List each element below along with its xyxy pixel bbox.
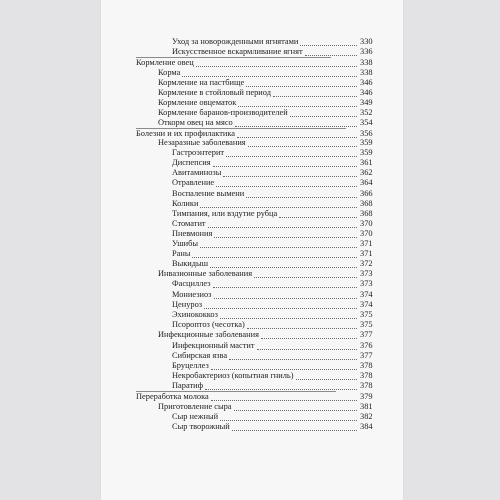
toc-entry-title: Уход за новорожденными ягнятами	[172, 37, 299, 46]
toc-leader-dots	[216, 176, 357, 187]
toc-page-number: 379	[360, 392, 373, 401]
toc-page-number: 378	[360, 381, 373, 390]
toc-entry-title: Искусственное вскармливание ягнят	[172, 47, 303, 56]
toc-page-number: 376	[360, 341, 373, 350]
toc-page-number: 352	[360, 108, 373, 117]
toc-page-number: 384	[360, 422, 373, 431]
toc-leader-dots	[305, 45, 357, 56]
toc-entry-title: Откорм овец на мясо	[158, 118, 233, 127]
toc-page-number: 373	[360, 269, 373, 278]
toc-page-number: 370	[360, 229, 373, 238]
toc-page-number: 378	[360, 371, 373, 380]
section-rule	[136, 391, 336, 392]
toc-entry-title: Сыр творожный	[172, 422, 230, 431]
toc-entry-title: Паратиф	[172, 381, 204, 390]
toc-page-number: 374	[360, 290, 373, 299]
toc-page-number: 371	[360, 239, 373, 248]
toc-entry-title: Тимпания, или вздутие рубца	[172, 209, 278, 218]
toc-page-number: 374	[360, 300, 373, 309]
toc-page-number: 377	[360, 351, 373, 360]
toc-page-number: 373	[360, 279, 373, 288]
toc-entry-title: Фасциллез	[172, 279, 211, 288]
toc-page-number: 368	[360, 209, 373, 218]
toc-page-number: 362	[360, 168, 373, 177]
toc-leader-dots	[213, 277, 357, 288]
toc-entry-title: Отравление	[172, 178, 215, 187]
toc-page-number: 371	[360, 249, 373, 258]
toc-entry-title: Диспепсия	[172, 158, 211, 167]
toc-page-number: 372	[360, 259, 373, 268]
toc-page-number: 359	[360, 148, 373, 157]
toc-page-number: 370	[360, 219, 373, 228]
toc-page-number: 336	[360, 47, 373, 56]
toc-entry-title: Болезни и их профилактика	[136, 129, 236, 138]
toc-page-number: 346	[360, 88, 373, 97]
toc-page-number: 359	[360, 138, 373, 147]
toc-entry-title: Стоматит	[172, 219, 206, 228]
toc-entry-title: Колики	[172, 199, 199, 208]
toc-entry-title: Приготовление сыра	[158, 402, 232, 411]
toc-page-number: 356	[360, 129, 373, 138]
section-rule	[136, 57, 331, 58]
toc-entry-title: Кормление баранов-производителей	[158, 108, 288, 117]
toc-entry-title: Кормление на пастбище	[158, 78, 245, 87]
toc-entry-title: Переработка молока	[136, 392, 209, 401]
toc-entry-title: Сыр нежный	[172, 412, 219, 421]
toc-entry-title: Авитаминозы	[172, 168, 222, 177]
toc-page-number: 375	[360, 310, 373, 319]
toc-entry-title: Незаразные заболевания	[158, 138, 246, 147]
toc-entry-title: Некробактериоз (копытная гниль)	[172, 371, 294, 380]
toc-page-number: 377	[360, 330, 373, 339]
toc-entry-title: Инвазионные заболевания	[158, 269, 253, 278]
toc-page-number: 354	[360, 118, 373, 127]
toc-entry-title: Сибирская язва	[172, 351, 228, 360]
toc-page-number: 338	[360, 58, 373, 67]
toc-page-number: 378	[360, 361, 373, 370]
toc-page-number: 346	[360, 78, 373, 87]
book-page	[101, 0, 403, 500]
toc-leader-dots	[205, 379, 357, 390]
toc-entry-title: Кормление овец	[136, 58, 194, 67]
toc-entry-title: Пневмония	[172, 229, 213, 238]
toc-entry-title: Гастроэнтерит	[172, 148, 225, 157]
toc-entry-title: Ушибы	[172, 239, 199, 248]
toc-page-number: 381	[360, 402, 373, 411]
toc-entry-title: Выкидыш	[172, 259, 209, 268]
toc-page-number: 368	[360, 199, 373, 208]
toc-leader-dots	[261, 328, 357, 339]
toc-page-number: 366	[360, 189, 373, 198]
toc-page-number: 338	[360, 68, 373, 77]
toc-entry-title: Эхинококкоз	[172, 310, 218, 319]
toc-entry-title: Кормление в стойловый период	[158, 88, 271, 97]
toc-page-number: 375	[360, 320, 373, 329]
toc-leader-dots	[232, 420, 357, 431]
toc-entry-title: Корма	[158, 68, 181, 77]
toc-entry-title: Псороптоз (чесотка)	[172, 320, 245, 329]
toc-entry-title: Мониезиоз	[172, 290, 212, 299]
toc-entry-title: Кормление овцематок	[158, 98, 237, 107]
toc-entry-title: Инфекционные заболевания	[158, 330, 259, 339]
toc-page-number: 349	[360, 98, 373, 107]
toc-leader-dots	[235, 116, 357, 127]
toc-page-number: 382	[360, 412, 373, 421]
toc-page-number: 364	[360, 178, 373, 187]
toc-entry-title: Ценуроз	[172, 300, 203, 309]
section-rule	[136, 128, 346, 129]
toc-page-number: 361	[360, 158, 373, 167]
toc-entry-title: Бруцеллез	[172, 361, 209, 370]
toc-entry-title: Раны	[172, 249, 191, 258]
toc-entry-title: Инфекционный мастит	[172, 341, 255, 350]
toc-page-number: 330	[360, 37, 373, 46]
toc-entry-title: Воспаление вымени	[172, 189, 245, 198]
